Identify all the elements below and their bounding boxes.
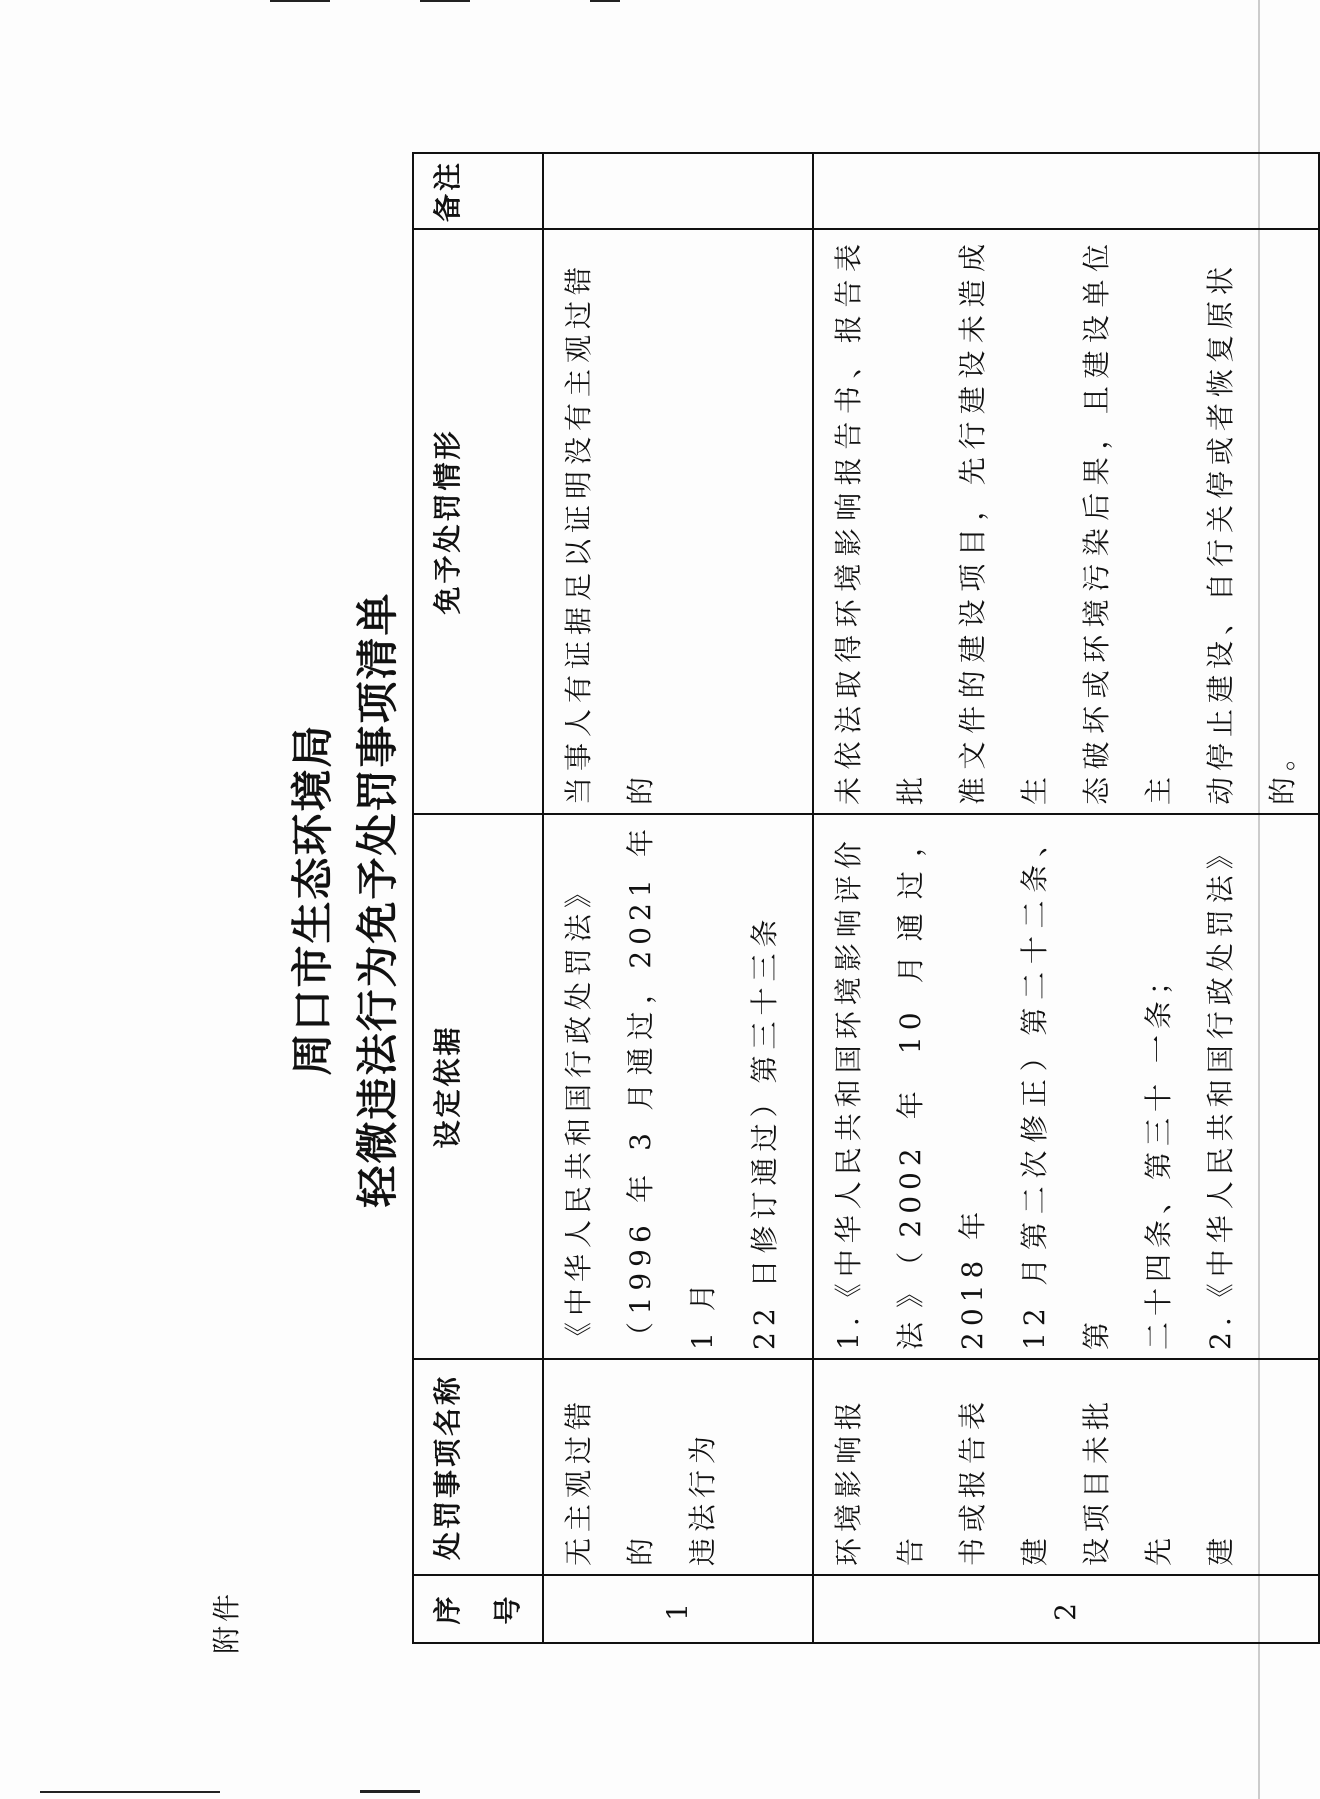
row-legal-basis	[543, 814, 813, 1359]
cell-line: 的	[624, 770, 657, 805]
cell-line: 法》（2002 年 10 月通过，2018 年	[894, 823, 989, 1350]
cell-line: 当事人有证据足以证明没有主观过错	[562, 260, 595, 805]
cell-line: 动停止建设、自行关停或者恢复原状	[1204, 260, 1237, 805]
cell-line: 1.《中华人民共和国环境影响评价	[832, 835, 865, 1350]
row-item-name	[813, 1359, 1319, 1575]
row-number: 2	[813, 1575, 1319, 1643]
row-remark	[813, 153, 1319, 229]
cell-line: 的。	[1266, 736, 1299, 805]
cell-line: 违法行为	[686, 1429, 719, 1566]
cell-line: 态破坏或环境污染后果，且建设单位主	[1080, 238, 1175, 805]
cell-line: 准文件的建设项目，先行建设未造成生	[956, 238, 1051, 805]
cell-line: 未依法取得环境影响报告书、报告表批	[832, 238, 927, 805]
document-title-list: 轻微违法行为免予处罚事项清单	[353, 591, 402, 1208]
cell-line: 建	[1204, 1531, 1237, 1566]
row-exemption-case	[543, 229, 813, 814]
row-remark	[543, 153, 813, 229]
table-row	[813, 153, 1319, 1643]
header-number: 序号	[413, 1575, 543, 1643]
header-remark: 备注	[413, 153, 543, 229]
table-header-row	[413, 153, 543, 1643]
document-title-agency: 周口市生态环境局	[288, 723, 337, 1076]
cell-line: 环境影响报告	[832, 1395, 927, 1566]
cell-line: 22 日修订通过）第三十三条	[748, 913, 781, 1350]
row-legal-basis	[813, 814, 1319, 1359]
penalty-exemption-table	[412, 152, 1320, 1644]
row-item-name	[543, 1359, 813, 1575]
row-exemption-case	[813, 229, 1319, 814]
cell-line: 2.《中华人民共和国行政处罚法》	[1204, 835, 1237, 1350]
cell-line: 设项目未批先	[1080, 1395, 1175, 1566]
cell-line: （1996 年 3 月通过，2021 年 1 月	[624, 823, 719, 1350]
cell-line: 无主观过错的	[562, 1395, 657, 1566]
cell-line: 《中华人民共和国行政处罚法》	[562, 873, 595, 1350]
header-legal-basis: 设定依据	[413, 814, 543, 1359]
table-row	[543, 153, 813, 1643]
row-number: 1	[543, 1575, 813, 1643]
cell-line: 书或报告表建	[956, 1395, 1051, 1566]
cell-line: 二十四条、第三十 一条；	[1142, 961, 1175, 1350]
attachment-label: 附件	[210, 1589, 243, 1654]
header-item-name: 处罚事项名称	[413, 1359, 543, 1575]
cell-line: 12 月第二次修正）第二十二条、第	[1018, 823, 1113, 1350]
header-exemption-case: 免予处罚情形	[413, 229, 543, 814]
